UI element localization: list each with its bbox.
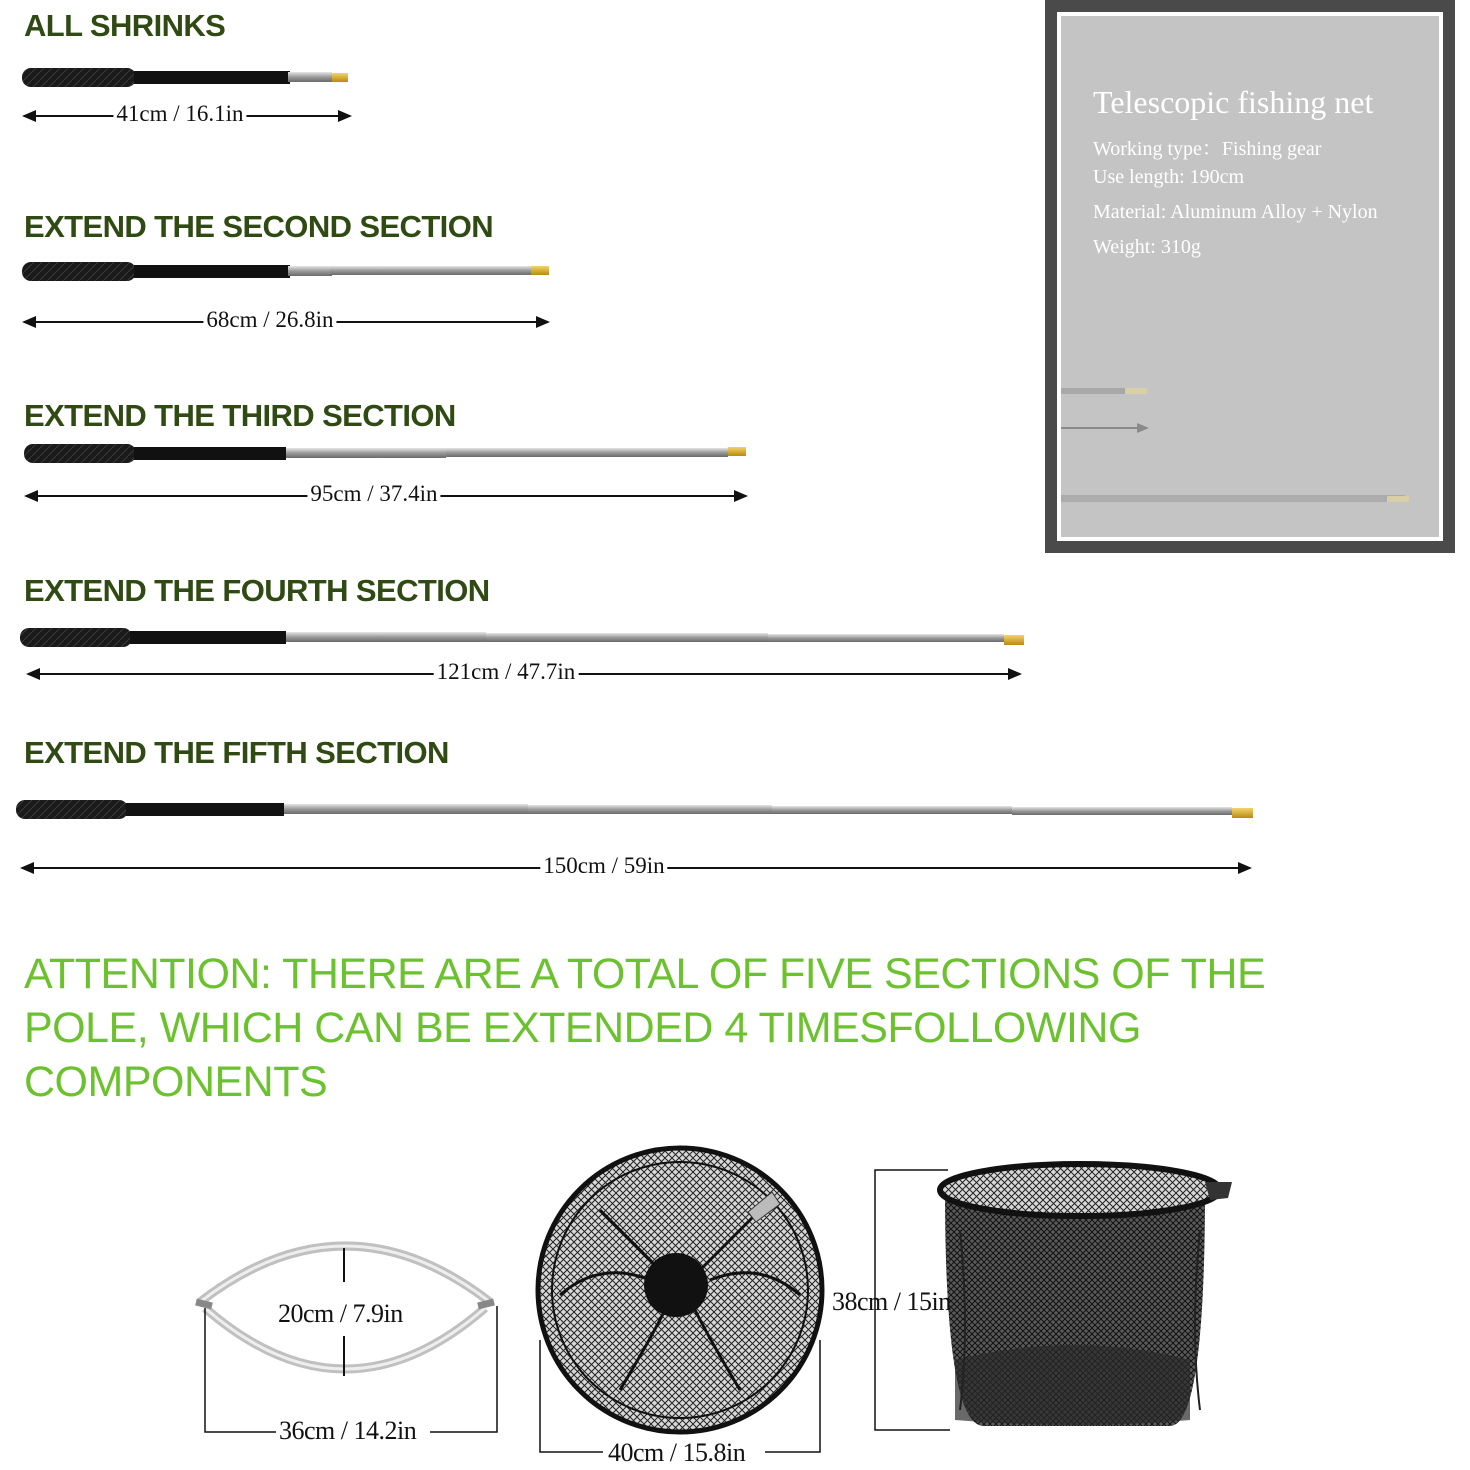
spec-use-length: Use length: 190cm [1093,166,1245,188]
measurement-label-1: 41cm / 16.1in [113,101,246,127]
dimension-line-2 [24,307,548,332]
section-title-third: EXTEND THE THIRD SECTION [24,398,456,433]
measurement-label-2: 68cm / 26.8in [203,307,336,333]
section-title-fifth: EXTEND THE FIFTH SECTION [24,735,449,770]
section-title-fourth: EXTEND THE FOURTH SECTION [24,573,490,608]
spec-panel-inner [1057,12,1443,541]
net-depth-label: 38cm / 15in [832,1287,951,1316]
dimension-line-1 [24,101,350,126]
section-title-second: EXTEND THE SECOND SECTION [24,209,493,244]
dimension-line-3 [26,481,746,506]
pole-2 [22,262,549,281]
net-top-view [538,1148,822,1452]
spec-title: Telescopic fishing net [1093,84,1374,120]
components-illustrations [0,1130,1470,1470]
pole-4 [20,628,1024,647]
spec-panel [1045,0,1455,553]
spec-material: Material: Aluminum Alloy + Nylon [1093,201,1378,223]
measurement-label-4: 121cm / 47.7in [434,659,579,685]
spec-weight: Weight: 310g [1093,236,1201,258]
measurement-label-5: 150cm / 59in [540,853,667,879]
hoop-frame [196,1246,497,1432]
hoop-width-label: 36cm / 14.2in [276,1416,419,1446]
net-width-label: 40cm / 15.8in [605,1438,748,1468]
dimension-line-5 [22,853,1250,878]
measurement-label-3: 95cm / 37.4in [307,481,440,507]
pole-1 [22,68,348,87]
pole-3 [24,444,746,463]
section-title-all-shrinks: ALL SHRINKS [24,8,226,43]
dimension-line-4 [28,659,1020,684]
hoop-height-label: 20cm / 7.9in [278,1299,403,1328]
pole-5 [16,800,1253,819]
spec-working-type: Working type：Fishing gear [1093,138,1322,160]
attention-note: ATTENTION: THERE ARE A TOTAL OF FIVE SECTIONS OF THE POLE, WHICH CAN BE EXTENDED 4 TIMESFOLLOWING COMPONENTS [24,950,1266,1106]
